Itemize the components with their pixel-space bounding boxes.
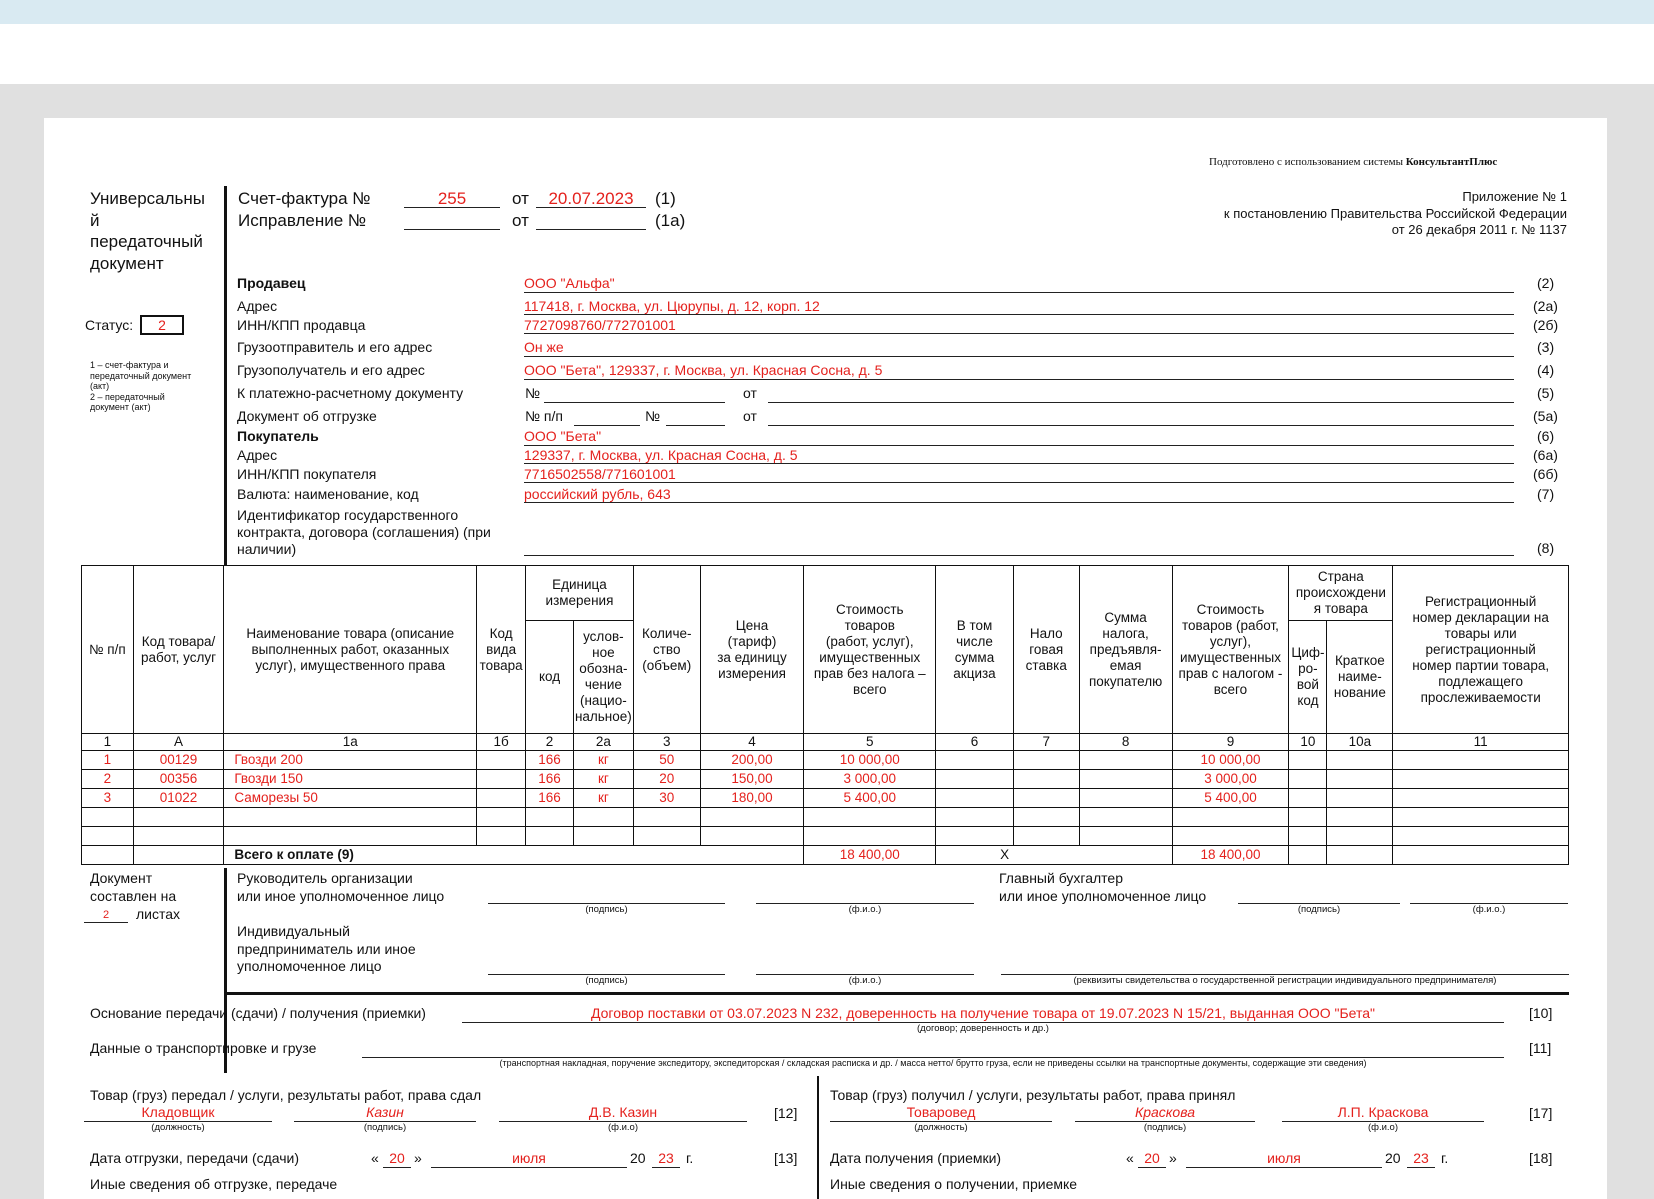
currency-line (524, 502, 1514, 503)
cell-unit-code: 166 (526, 770, 574, 789)
ship-doc-code: (5а) (1533, 408, 1558, 424)
total-label: Всего к оплате (9) (224, 846, 804, 865)
ip-fio-caption: (ф.и.о.) (848, 975, 882, 986)
cell-price: 180,00 (700, 789, 804, 808)
ship-date-day-line (383, 1167, 411, 1168)
col-number: 7 (1013, 734, 1079, 751)
accountant-sign-caption: (подпись) (1297, 904, 1341, 915)
cell-tax (1079, 751, 1172, 770)
col-number: 2 (526, 734, 574, 751)
col-number: 1б (477, 734, 526, 751)
invoice-number: 255 (437, 189, 467, 208)
ship-date-qclose: » (414, 1150, 422, 1166)
cell-country-name (1327, 751, 1393, 770)
receiver-fio: Л.П. Краскова (1337, 1104, 1429, 1120)
cell-rate (1013, 789, 1079, 808)
contract-id-line (524, 555, 1514, 556)
ship-other-label: Иные сведения об отгрузке, передаче (90, 1176, 338, 1192)
col-number: А (133, 734, 224, 751)
col-number: 10 (1289, 734, 1327, 751)
payment-doc-no: № (525, 385, 541, 401)
col-number: 10а (1327, 734, 1393, 751)
consignee-value: ООО "Бета", 129337, г. Москва, ул. Красная Сосна, д. 5 (524, 362, 883, 378)
doc-title: Универсальны й передаточный документ (90, 189, 206, 273)
buyer-label: Покупатель (237, 428, 319, 444)
cell-name: Гвозди 200 (224, 751, 477, 770)
receive-date-code: [18] (1529, 1150, 1553, 1166)
cell-reg (1393, 770, 1569, 789)
cell-name: Саморезы 50 (224, 789, 477, 808)
basis-label: Основание передачи (сдачи) / получения (приемки) (90, 1005, 426, 1021)
ship-date-code: [13] (774, 1150, 798, 1166)
cell-rate (1013, 751, 1079, 770)
seller-address-value: 117418, г. Москва, ул. Цюрупы, д. 12, корп. 12 (524, 298, 820, 314)
invoice-from: от (512, 189, 529, 208)
cell-num: 1 (82, 751, 134, 770)
correction-number-line (404, 229, 500, 230)
status-label: Статус: (85, 317, 134, 333)
goods-table (81, 565, 1569, 865)
sender-code: [12] (774, 1105, 798, 1121)
annex-block: Приложение № 1 к постановлению Правительства Российской Федерации от 26 декабря 2011 г. № 1137 (1223, 189, 1567, 237)
cell-num: 2 (82, 770, 134, 789)
sender-fio: Д.В. Казин (588, 1104, 658, 1120)
table-row (82, 751, 1569, 770)
ship-doc-from: от (743, 408, 757, 424)
table-row-empty (82, 827, 1569, 846)
th-price: Цена (тариф) за единицу измерения (700, 566, 804, 734)
transport-caption: (транспортная накладная, поручение экспедитору, экспедиторская / складская расписка и др. / масса нетто/ брутто груза, если не приведены ссылки на транспортные документы, содержащие эти сведения) (499, 1058, 1367, 1068)
transport-code: [11] (1529, 1040, 1552, 1056)
buyer-inn-label: ИНН/КПП покупателя (237, 466, 377, 482)
cell-cost: 3 000,00 (804, 770, 936, 789)
consultant-note: Подготовлено с использованием системы КонсультантПлюс (1209, 156, 1498, 168)
sender-position-caption: (должность) (151, 1122, 205, 1133)
th-code: Код товара/ работ, услуг (133, 566, 224, 734)
th-unit-symbol: услов- ное обозна- чение (нацио- нальное) (573, 621, 633, 734)
buyer-code: (6) (1537, 428, 1555, 444)
buyer-inn-code: (6б) (1533, 466, 1559, 482)
cell-kind (477, 789, 526, 808)
cell-unit: кг (573, 770, 633, 789)
ship-date-year-line (652, 1167, 680, 1168)
ship-date-qopen: « (371, 1150, 379, 1166)
buyer-inn-line (524, 482, 1514, 483)
col-number: 6 (936, 734, 1014, 751)
receiver-fio-caption: (ф.и.о) (1367, 1122, 1398, 1133)
seller-address-line (524, 314, 1514, 315)
cell-code: 00129 (133, 751, 224, 770)
buyer-value: ООО "Бета" (524, 428, 602, 444)
col-number: 11 (1393, 734, 1569, 751)
total-total: 18 400,00 (1172, 846, 1289, 865)
table-total-row (82, 846, 1569, 865)
cell-kind (477, 770, 526, 789)
th-qty: Количе- ство (объем) (633, 566, 700, 734)
th-kind: Код вида товара (477, 566, 526, 734)
currency-code: (7) (1537, 486, 1555, 502)
cell-unit: кг (573, 789, 633, 808)
col-number: 3 (633, 734, 700, 751)
cell-rate (1013, 770, 1079, 789)
th-rate: Нало говая ставка (1013, 566, 1079, 734)
receive-other-label: Иные сведения о получении, приемке (830, 1176, 1078, 1192)
shipper-value: Он же (524, 339, 564, 355)
buyer-inn-value: 7716502558/771601001 (524, 466, 676, 482)
ship-doc-no-line (666, 425, 725, 426)
transfer-divider (817, 1076, 819, 1199)
ip-cert-caption: (реквизиты свидетельства о государственной регистрации индивидуального предпринимателя) (1073, 975, 1497, 986)
col-number: 4 (700, 734, 804, 751)
seller-label: Продавец (237, 275, 306, 291)
ship-date-g: г. (686, 1150, 694, 1166)
invoice-code: (1) (655, 189, 676, 208)
th-reg: Регистрационный номер декларации на товары или регистрационный номер партии товара, подлежащего прослеживаемости (1393, 566, 1569, 734)
th-country: Страна происхождени я товара (1289, 566, 1393, 621)
top-bar (0, 0, 1654, 24)
cell-country-name (1327, 770, 1393, 789)
th-unit-code: код (526, 621, 574, 734)
receiver-code: [17] (1529, 1105, 1553, 1121)
ship-date-month-line (431, 1167, 627, 1168)
ship-doc-no-pp: № п/п (525, 408, 563, 424)
contract-id-code: (8) (1537, 540, 1555, 556)
ip-sign-caption: (подпись) (585, 975, 628, 986)
col-number: 1 (82, 734, 134, 751)
receiver-title: Товар (груз) получил / услуги, результаты работ, права принял (830, 1087, 1236, 1103)
seller-inn-value: 7727098760/772701001 (524, 317, 676, 333)
cell-qty: 20 (633, 770, 700, 789)
cell-excise (936, 789, 1014, 808)
doc-pages-line (84, 922, 128, 923)
doc-pages-value: 2 (102, 909, 110, 921)
seller-line (524, 292, 1514, 293)
shipper-label: Грузоотправитель и его адрес (237, 339, 433, 355)
payment-doc-no-line (544, 402, 725, 403)
cell-unit: кг (573, 751, 633, 770)
seller-address-code: (2а) (1533, 298, 1558, 314)
sender-position: Кладовщик (141, 1104, 215, 1120)
receive-date-qclose: » (1169, 1150, 1177, 1166)
shipper-code: (3) (1537, 339, 1555, 355)
seller-inn-label: ИНН/КПП продавца (237, 317, 366, 333)
cell-country-code (1289, 770, 1327, 789)
buyer-address-line (524, 463, 1514, 464)
receiver-signature: Краскова (1134, 1104, 1195, 1120)
accountant-label: Главный бухгалтер или иное уполномоченное лицо (999, 870, 1207, 904)
col-number: 8 (1079, 734, 1172, 751)
cell-country-code (1289, 789, 1327, 808)
correction-from: от (512, 211, 529, 230)
receiver-position: Товаровед (906, 1104, 976, 1120)
cell-country-code (1289, 751, 1327, 770)
receive-date-month: июля (1267, 1150, 1301, 1166)
seller-code: (2) (1537, 275, 1555, 291)
receive-date-day: 20 (1144, 1150, 1160, 1166)
consignee-line (524, 379, 1514, 380)
divider-top (224, 186, 227, 566)
head-label: Руководитель организации или иное уполномоченное лицо (237, 870, 445, 904)
buyer-address-value: 129337, г. Москва, ул. Красная Сосна, д. 5 (524, 447, 798, 463)
total-x: X (936, 846, 1172, 865)
col-number: 2а (573, 734, 633, 751)
cell-code: 00356 (133, 770, 224, 789)
head-sign-caption: (подпись) (585, 904, 628, 915)
column-number-row (82, 734, 1569, 751)
sign-block-bottom-rule (224, 992, 1569, 995)
currency-label: Валюта: наименование, код (237, 486, 419, 502)
receive-date-year-line (1407, 1167, 1435, 1168)
payment-doc-from: от (743, 385, 757, 401)
payment-doc-code: (5) (1537, 385, 1555, 401)
ship-doc-from-line (768, 425, 1514, 426)
ship-date-year: 23 (658, 1150, 674, 1166)
seller-address-label: Адрес (237, 298, 278, 314)
cell-price: 150,00 (700, 770, 804, 789)
status-value: 2 (140, 315, 184, 335)
status-note: 1 – счет-фактура и передаточный документ (акт) 2 – передаточный документ (акт) (90, 360, 192, 412)
table-row-empty (82, 808, 1569, 827)
basis-code: [10] (1529, 1005, 1553, 1021)
th-country-code: Циф- ро- вой код (1289, 621, 1327, 734)
ship-date-label: Дата отгрузки, передачи (сдачи) (90, 1150, 300, 1166)
sender-signature-caption: (подпись) (363, 1122, 407, 1133)
receiver-signature-caption: (подпись) (1143, 1122, 1187, 1133)
invoice-number-line (404, 207, 500, 208)
th-country-name: Краткое наиме- нование (1327, 621, 1393, 734)
table-row (82, 770, 1569, 789)
sender-signature: Казин (366, 1104, 404, 1120)
col-number: 5 (804, 734, 936, 751)
cell-total: 5 400,00 (1172, 789, 1289, 808)
shipper-line (524, 356, 1514, 357)
cell-cost: 5 400,00 (804, 789, 936, 808)
th-unit: Единица измерения (526, 566, 634, 621)
ip-label: Индивидуальный предприниматель или иное уполномоченное лицо (237, 923, 416, 974)
table-row (82, 789, 1569, 808)
cell-num: 3 (82, 789, 134, 808)
th-total: Стоимость товаров (работ, услуг), имущественных прав с налогом - всего (1172, 566, 1289, 734)
receive-date-year: 23 (1413, 1150, 1429, 1166)
buyer-line (524, 445, 1514, 446)
currency-value: российский рубль, 643 (524, 486, 671, 502)
ship-date-month: июля (512, 1150, 546, 1166)
th-num: № п/п (82, 566, 134, 734)
doc-pages-suffix: листах (136, 906, 181, 922)
col-number: 9 (1172, 734, 1289, 751)
col-number: 1а (224, 734, 477, 751)
seller-inn-line (524, 333, 1514, 334)
invoice-label: Счет-фактура № (238, 189, 371, 208)
receive-date-year-prefix: 20 (1385, 1150, 1401, 1166)
cell-unit-code: 166 (526, 751, 574, 770)
cell-qty: 50 (633, 751, 700, 770)
sender-fio-caption: (ф.и.о) (607, 1122, 638, 1133)
cell-excise (936, 770, 1014, 789)
th-tax: Сумма налога, предъявля- емая покупателю (1079, 566, 1172, 734)
correction-label: Исправление № (238, 211, 367, 230)
cell-tax (1079, 770, 1172, 789)
correction-code: (1а) (655, 211, 686, 230)
document-page (44, 118, 1607, 1199)
cell-price: 200,00 (700, 751, 804, 770)
payment-doc-from-line (768, 402, 1514, 403)
accountant-fio-caption: (ф.и.о.) (1472, 904, 1506, 915)
receive-date-month-line (1186, 1167, 1382, 1168)
ship-date-day: 20 (389, 1150, 405, 1166)
basis-caption: (договор; доверенность и др.) (917, 1023, 1049, 1034)
head-fio-caption: (ф.и.о.) (848, 904, 882, 915)
receiver-position-caption: (должность) (914, 1122, 968, 1133)
cell-unit-code: 166 (526, 789, 574, 808)
cell-reg (1393, 751, 1569, 770)
ship-doc-no-pp-line (574, 425, 640, 426)
th-cost: Стоимость товаров (работ, услуг), имущественных прав без налога – всего (804, 566, 936, 734)
correction-date-line (536, 229, 646, 230)
receive-date-g: г. (1441, 1150, 1449, 1166)
consignee-label: Грузополучатель и его адрес (237, 362, 425, 378)
receive-date-label: Дата получения (приемки) (830, 1150, 1002, 1166)
seller-value: ООО "Альфа" (524, 275, 615, 291)
cell-qty: 30 (633, 789, 700, 808)
buyer-address-label: Адрес (237, 447, 278, 463)
total-cost: 18 400,00 (804, 846, 936, 865)
ship-doc-no: № (645, 408, 661, 424)
cell-tax (1079, 789, 1172, 808)
cell-code: 01022 (133, 789, 224, 808)
transport-label: Данные о транспортировке и грузе (90, 1040, 317, 1056)
th-name: Наименование товара (описание выполненных работ, оказанных услуг), имущественного права (224, 566, 477, 734)
cell-name: Гвозди 150 (224, 770, 477, 789)
th-excise: В том числе сумма акциза (936, 566, 1014, 734)
contract-id-label: Идентификатор государственного контракта, договора (соглашения) (при наличии) (237, 507, 491, 557)
buyer-address-code: (6а) (1533, 447, 1558, 463)
cell-country-name (1327, 789, 1393, 808)
cell-total: 10 000,00 (1172, 751, 1289, 770)
invoice-date: 20.07.2023 (548, 189, 634, 208)
basis-value: Договор поставки от 03.07.2023 N 232, доверенность на получение товара от 19.07.2023 N 15/21, выданная ООО "Бета" (590, 1005, 1376, 1021)
seller-inn-code: (2б) (1533, 317, 1559, 333)
receive-date-qopen: « (1126, 1150, 1134, 1166)
sender-title: Товар (груз) передал / услуги, результаты работ, права сдал (90, 1087, 482, 1103)
cell-excise (936, 751, 1014, 770)
ship-date-year-prefix: 20 (630, 1150, 646, 1166)
receive-date-day-line (1138, 1167, 1166, 1168)
doc-pages-block: Документ составлен на (90, 870, 177, 904)
consignee-code: (4) (1537, 362, 1555, 378)
invoice-date-line (536, 207, 646, 208)
cell-total: 3 000,00 (1172, 770, 1289, 789)
cell-reg (1393, 789, 1569, 808)
ship-doc-label: Документ об отгрузке (237, 408, 377, 424)
payment-doc-label: К платежно-расчетному документу (237, 385, 464, 401)
cell-cost: 10 000,00 (804, 751, 936, 770)
cell-kind (477, 751, 526, 770)
